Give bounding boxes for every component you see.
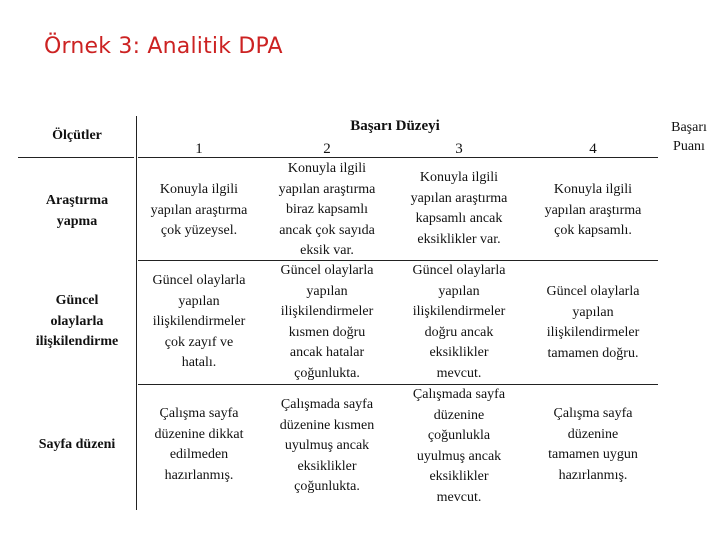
- cell-line: hazırlanmış.: [558, 467, 628, 483]
- cell-current-events-level-3: [396, 261, 522, 384]
- cell-line: tamamen uygun: [548, 447, 638, 462]
- cell-current-events-level-2: [262, 261, 392, 384]
- level-3-header: 3: [455, 141, 463, 157]
- cell-line: Konuyla ilgili: [419, 170, 499, 185]
- cell-line: biraz kapsamlı: [285, 202, 369, 217]
- cell-page-layout-level-4: [528, 404, 658, 486]
- criteria-header-line: [18, 157, 134, 158]
- cell-line: ancak hatalar: [289, 345, 365, 360]
- cell-research-level-2: [262, 159, 392, 262]
- cell-line: Konuyla ilgili: [287, 161, 367, 176]
- cell-line: eksiklikler var.: [417, 231, 501, 247]
- cell-line: doğru ancak: [424, 324, 494, 340]
- cell-line: çoğunlukta.: [294, 365, 360, 381]
- criterion-line: ilişkilendirme: [35, 334, 119, 349]
- cell-line: eksiklikler: [429, 469, 489, 484]
- cell-line: kapsamlı ancak: [415, 211, 503, 226]
- cell-line: düzenine dikkat: [154, 426, 244, 442]
- cell-line: hatalı.: [181, 355, 217, 370]
- cell-line: yapılan araştırma: [410, 190, 508, 206]
- cell-line: yapılan araştırma: [150, 202, 248, 218]
- cell-page-layout-level-2: [262, 395, 392, 498]
- cell-research-level-1: [138, 180, 260, 242]
- level-1-header: 1: [195, 141, 203, 157]
- criterion-research: [18, 191, 136, 232]
- level-group-header: Başarı Düzeyi: [350, 118, 440, 134]
- criterion-line: yapma: [56, 213, 98, 229]
- cell-line: kısmen doğru: [288, 324, 366, 340]
- cell-line: ilişkilendirmeler: [412, 304, 506, 319]
- cell-line: düzenine: [433, 407, 485, 423]
- cell-line: yapılan: [306, 283, 348, 299]
- cell-line: Konuyla ilgili: [553, 182, 633, 197]
- cell-line: düzenine kısmen: [279, 417, 375, 433]
- cell-line: edilmeden: [169, 447, 229, 462]
- score-header: [658, 118, 720, 156]
- criterion-line: olaylarla: [50, 313, 104, 329]
- criterion-line: Güncel: [55, 293, 99, 308]
- cell-line: Çalışma sayfa: [553, 406, 633, 421]
- score-header-line1: Başarı: [671, 120, 707, 135]
- cell-line: ilişkilendirmeler: [152, 314, 246, 329]
- criterion-page-layout: [18, 435, 136, 456]
- cell-research-level-3: [396, 168, 522, 250]
- cell-line: hazırlanmış.: [164, 467, 234, 483]
- level-4-header: 4: [589, 141, 597, 157]
- cell-current-events-level-4: [528, 282, 658, 364]
- cell-line: mevcut.: [436, 489, 482, 505]
- cell-line: eksiklikler: [297, 458, 357, 474]
- cell-line: yapılan araştırma: [278, 181, 376, 197]
- cell-line: tamamen doğru.: [547, 345, 639, 361]
- cell-line: Güncel olaylarla: [152, 273, 246, 288]
- cell-page-layout-level-1: [138, 404, 260, 486]
- cell-line: Güncel olaylarla: [412, 263, 506, 278]
- criteria-divider: [136, 116, 137, 510]
- cell-line: ilişkilendirmeler: [280, 304, 374, 319]
- cell-line: Konuyla ilgili: [159, 182, 239, 197]
- cell-research-level-4: [528, 180, 658, 242]
- slide-title: Örnek 3: Analitik DPA: [44, 34, 283, 59]
- level-2-header: 2: [323, 141, 331, 157]
- cell-line: yapılan: [572, 304, 614, 320]
- cell-line: yapılan: [438, 283, 480, 299]
- cell-line: eksiklikler: [429, 345, 489, 360]
- cell-line: ancak çok sayıda: [279, 222, 375, 238]
- cell-line: Çalışmada sayfa: [280, 397, 374, 412]
- cell-line: çoğunlukla: [427, 428, 491, 443]
- cell-line: çok kapsamlı.: [554, 223, 632, 238]
- cell-line: çoğunlukta.: [294, 479, 360, 494]
- cell-current-events-level-1: [138, 271, 260, 374]
- cell-line: uyulmuş ancak: [416, 448, 502, 464]
- criteria-header: Ölçütler: [52, 128, 102, 143]
- cell-page-layout-level-3: [396, 385, 522, 508]
- cell-line: Çalışmada sayfa: [412, 387, 506, 402]
- cell-line: eksik var.: [300, 243, 354, 258]
- cell-line: çok zayıf ve: [164, 334, 234, 350]
- cell-line: düzenine: [567, 426, 619, 442]
- criterion-line: Sayfa düzeni: [38, 437, 116, 452]
- cell-line: mevcut.: [436, 365, 482, 381]
- cell-line: Güncel olaylarla: [280, 263, 374, 278]
- cell-line: yapılan: [178, 293, 220, 309]
- cell-line: çok yüzeysel.: [160, 223, 238, 238]
- cell-line: yapılan araştırma: [544, 202, 642, 218]
- criterion-line: Araştırma: [45, 193, 109, 208]
- cell-line: Güncel olaylarla: [546, 284, 640, 299]
- score-header-line2: Puanı: [673, 139, 705, 154]
- cell-line: ilişkilendirmeler: [546, 325, 640, 340]
- cell-line: uyulmuş ancak: [284, 438, 370, 453]
- criterion-current-events: [18, 291, 136, 353]
- cell-line: Çalışma sayfa: [159, 406, 239, 421]
